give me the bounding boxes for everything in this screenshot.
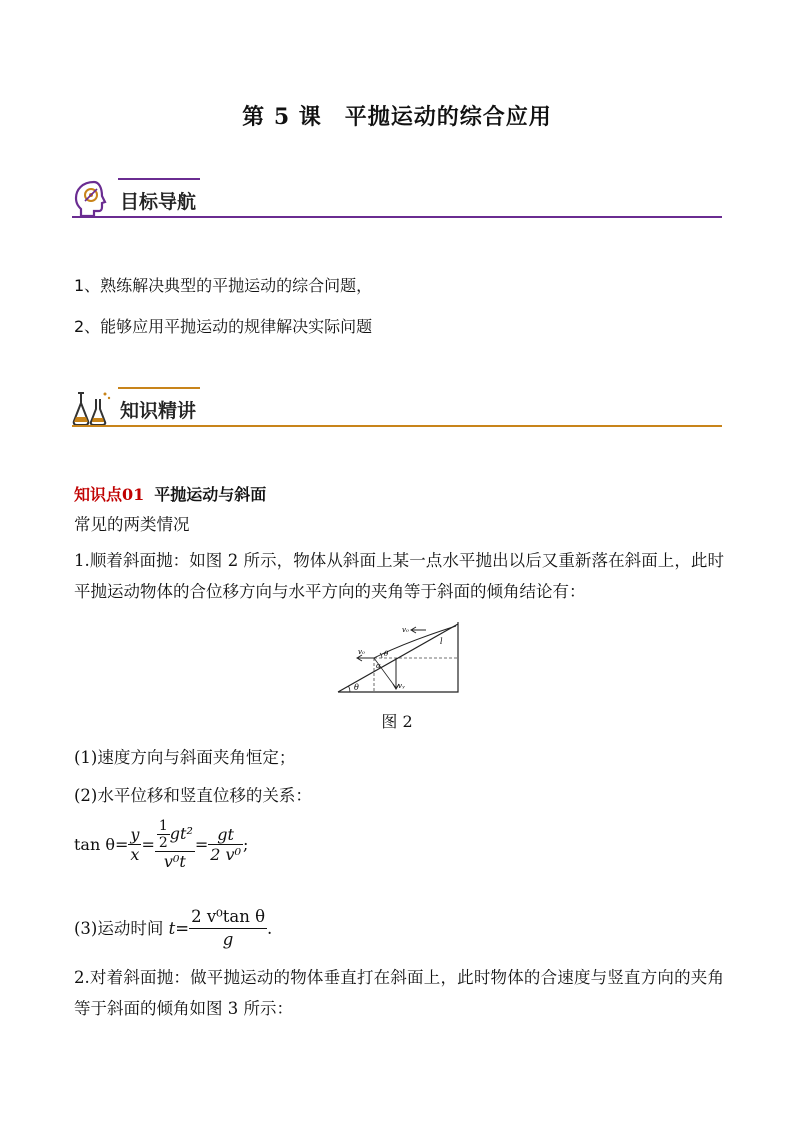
goal-item: 1、熟练解决典型的平抛运动的综合问题， — [74, 276, 373, 295]
vy-label: vᵧ — [398, 682, 405, 690]
formula-lhs: tan θ= — [74, 835, 129, 854]
lab-flask-icon — [72, 389, 112, 427]
section-label: 目标导航 — [120, 191, 197, 213]
section-bottomline — [72, 216, 722, 218]
item3-text — [74, 906, 724, 951]
item3-end: . — [267, 919, 273, 938]
fraction-half-gt2-over-v0t — [155, 818, 195, 871]
formula-end: ; — [243, 835, 249, 854]
item2-text: (2)水平位移和竖直位移的关系： — [74, 786, 312, 805]
theta-label: θ — [384, 650, 389, 658]
knowledge-point-heading — [74, 482, 266, 505]
knowledge-point-number: 知识点01 — [74, 485, 145, 504]
formula-tan-theta — [74, 818, 248, 871]
section-topline — [118, 387, 200, 389]
frac-den: 2 — [158, 835, 168, 851]
page-title: 第 5 课 平抛运动的综合应用 — [242, 104, 552, 130]
formula-eq: = — [141, 835, 155, 854]
figure-caption: 图 2 — [381, 712, 413, 731]
item1-text: (1)速度方向与斜面夹角恒定； — [74, 748, 296, 767]
frac-num — [155, 818, 195, 852]
fraction-half — [157, 818, 170, 851]
gt2-text: gt² — [169, 824, 193, 843]
item3-var: t= — [168, 919, 190, 938]
item3-prefix: (3)运动时间 — [74, 919, 169, 938]
incline-figure — [336, 622, 460, 694]
section-header-knowledge — [72, 387, 722, 427]
frac-num: 1 — [158, 818, 168, 834]
v0-top-label: v₀ — [402, 626, 409, 634]
case1-text: 1.顺着斜面抛：如图 2 所示，物体从斜面上某一点水平抛出以后又重新落在斜面上，此时平抛运动物体的合位移方向与水平方向的夹角等于斜面的倾角结论有： — [74, 551, 724, 601]
goal-item: 2、能够应用平抛运动的规律解决实际问题 — [74, 317, 373, 336]
frac-den: 2 v⁰ — [210, 845, 241, 864]
section-topline — [118, 178, 200, 180]
intro-text: 常见的两类情况 — [74, 515, 190, 534]
fraction-gt-over-2v0 — [208, 825, 243, 864]
frac-den: v⁰t — [163, 852, 186, 871]
frac-num: gt — [208, 825, 243, 845]
fraction-time — [189, 906, 267, 951]
section-bottomline — [72, 425, 722, 427]
frac-num: y — [130, 825, 140, 844]
section-label: 知识精讲 — [120, 400, 197, 422]
knowledge-point-name: 平抛运动与斜面 — [154, 485, 267, 504]
brain-head-icon — [72, 180, 112, 218]
fraction-y-over-x — [128, 825, 141, 864]
case2-text: 2.对着斜面抛：做平抛运动的物体垂直打在斜面上，此时物体的合速度与竖直方向的夹角等于斜面的倾角如图 3 所示： — [74, 968, 724, 1018]
v0-left-label: v₀ — [358, 648, 365, 656]
section-header-goals — [72, 178, 722, 218]
l-label: l — [440, 637, 443, 646]
theta-label: θ — [354, 683, 359, 692]
frac-num: 2 v⁰tan θ — [189, 906, 267, 929]
frac-den: x — [130, 845, 140, 864]
alpha-label: α — [376, 662, 381, 670]
frac-den: g — [222, 930, 234, 949]
formula-eq2: = — [194, 835, 209, 854]
